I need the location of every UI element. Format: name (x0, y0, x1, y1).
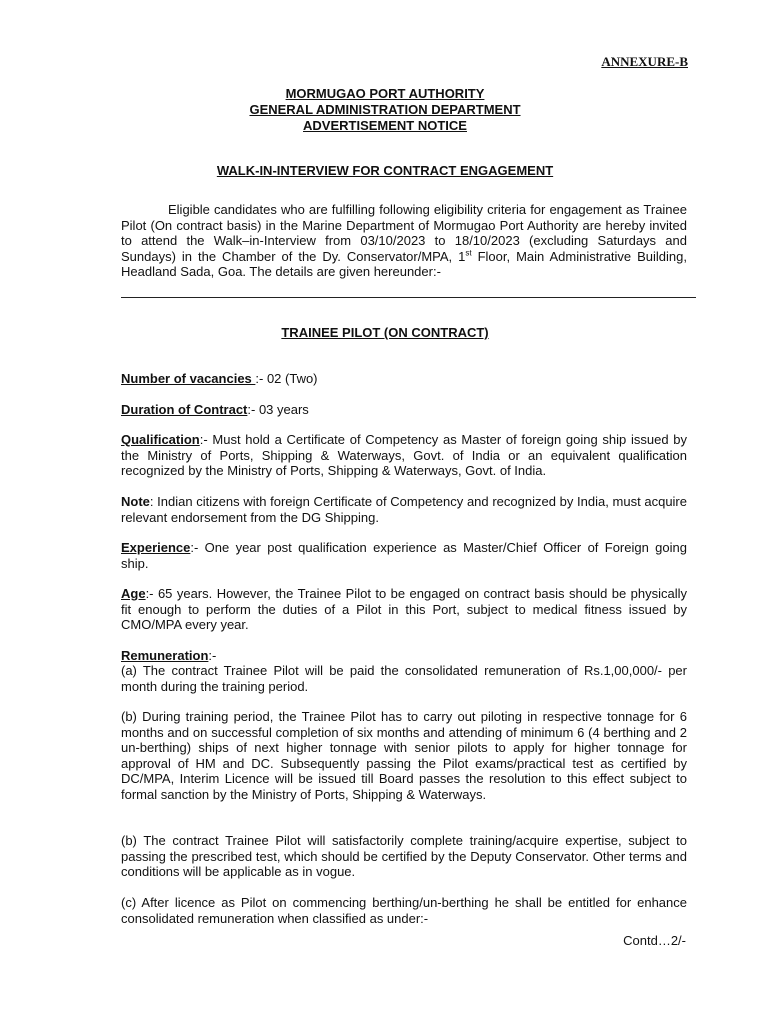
qualification-paragraph (121, 432, 687, 479)
intro-superscript: st (465, 248, 472, 258)
intro-paragraph (121, 202, 687, 280)
department-name: GENERAL ADMINISTRATION DEPARTMENT (249, 102, 521, 117)
continued-marker: Contd…2/- (623, 933, 686, 948)
annexure-label: ANNEXURE-B (601, 54, 688, 69)
remuneration-clause-a: (a) The contract Trainee Pilot will be paid the consolidated remuneration of Rs.1,00,000/- per month during the training period. (121, 663, 687, 694)
note-label: Note (121, 494, 150, 509)
remuneration-clause-b1: (b) During training period, the Trainee Pilot has to carry out piloting in respective tonnage for 6 months and on successful completion of six months and attending of minimum 6 (4 berthing and 2 un-berthing) ships of next higher tonnage with senior pilots to apply for higher tonnage for approval of HM and DC. Subsequently passing the Pilot exams/practical test as certified by DC/MPA, Interim Licence will be issued till Board passes the resolution to this effect subject to formal sanction by the Ministry of Ports, Shipping & Waterways. (121, 709, 687, 802)
remuneration-clause-b2: (b) The contract Trainee Pilot will satisfactorily complete training/acquire expertise, subject to passing the prescribed test, which should be certified by the Deputy Conservator. Other terms and conditions will be applicable as in vogue. (121, 833, 687, 879)
remuneration-heading (121, 648, 687, 664)
duration-row (121, 402, 687, 418)
duration-label: Duration of Contract (121, 402, 248, 417)
post-title: TRAINEE PILOT (ON CONTRACT) (281, 325, 489, 340)
age-value: :- 65 years. However, the Trainee Pilot to be engaged on contract basis should be physically fit enough to perform the duties of a Pilot in this Port, subject to medical fitness issued by CMO/MPA every year. (121, 586, 687, 632)
remuneration-clause-c: (c) After licence as Pilot on commencing berthing/un-berthing he shall be entitled for enhance consolidated remuneration when classified as under:- (121, 895, 687, 926)
intro-text-b: Floor, Main Administrative Building, Headland Sada, Goa. The details are given hereunder:- (121, 248, 687, 279)
note-paragraph (121, 494, 687, 525)
experience-label: Experience (121, 540, 191, 555)
intro-text-a: Eligible candidates who are fulfilling following eligibility criteria for engagement as Trainee Pilot (On contract basis) in the Marine Department of Mormugao Port Authority are hereby invited to attend the Walk–in-Interview from 03/10/2023 to 18/10/2023 (excluding Saturdays and Sundays) in the Chamber of the Dy. Conservator/MPA, 1 (121, 202, 687, 264)
separator-line (121, 297, 696, 298)
vacancies-value: :- 02 (Two) (255, 371, 318, 386)
notice-type: ADVERTISEMENT NOTICE (303, 118, 467, 133)
notice-subject: WALK-IN-INTERVIEW FOR CONTRACT ENGAGEMENT (216, 163, 554, 178)
remuneration-label: Remuneration (121, 648, 209, 663)
remuneration-suffix: :- (208, 648, 217, 663)
note-value: : Indian citizens with foreign Certificate of Competency and recognized by India, must acquire relevant endorsement from the DG Shipping. (121, 494, 687, 525)
experience-paragraph (121, 540, 687, 571)
org-name: MORMUGAO PORT AUTHORITY (285, 86, 485, 101)
age-paragraph (121, 586, 687, 633)
duration-value: :- 03 years (247, 402, 309, 417)
vacancies-row (121, 371, 687, 387)
qualification-value: :- Must hold a Certificate of Competency as Master of foreign going ship issued by the Ministry of Ports, Shipping & Waterways, Govt. of India or an equivalent qualification recognized by the Ministry of Ports, Shipping & Waterways, Govt. of India. (121, 432, 687, 478)
qualification-label: Qualification (121, 432, 200, 447)
age-label: Age (121, 586, 146, 601)
vacancies-label: Number of vacancies (121, 371, 256, 386)
experience-value: :- One year post qualification experience as Master/Chief Officer of Foreign going ship. (121, 540, 687, 571)
